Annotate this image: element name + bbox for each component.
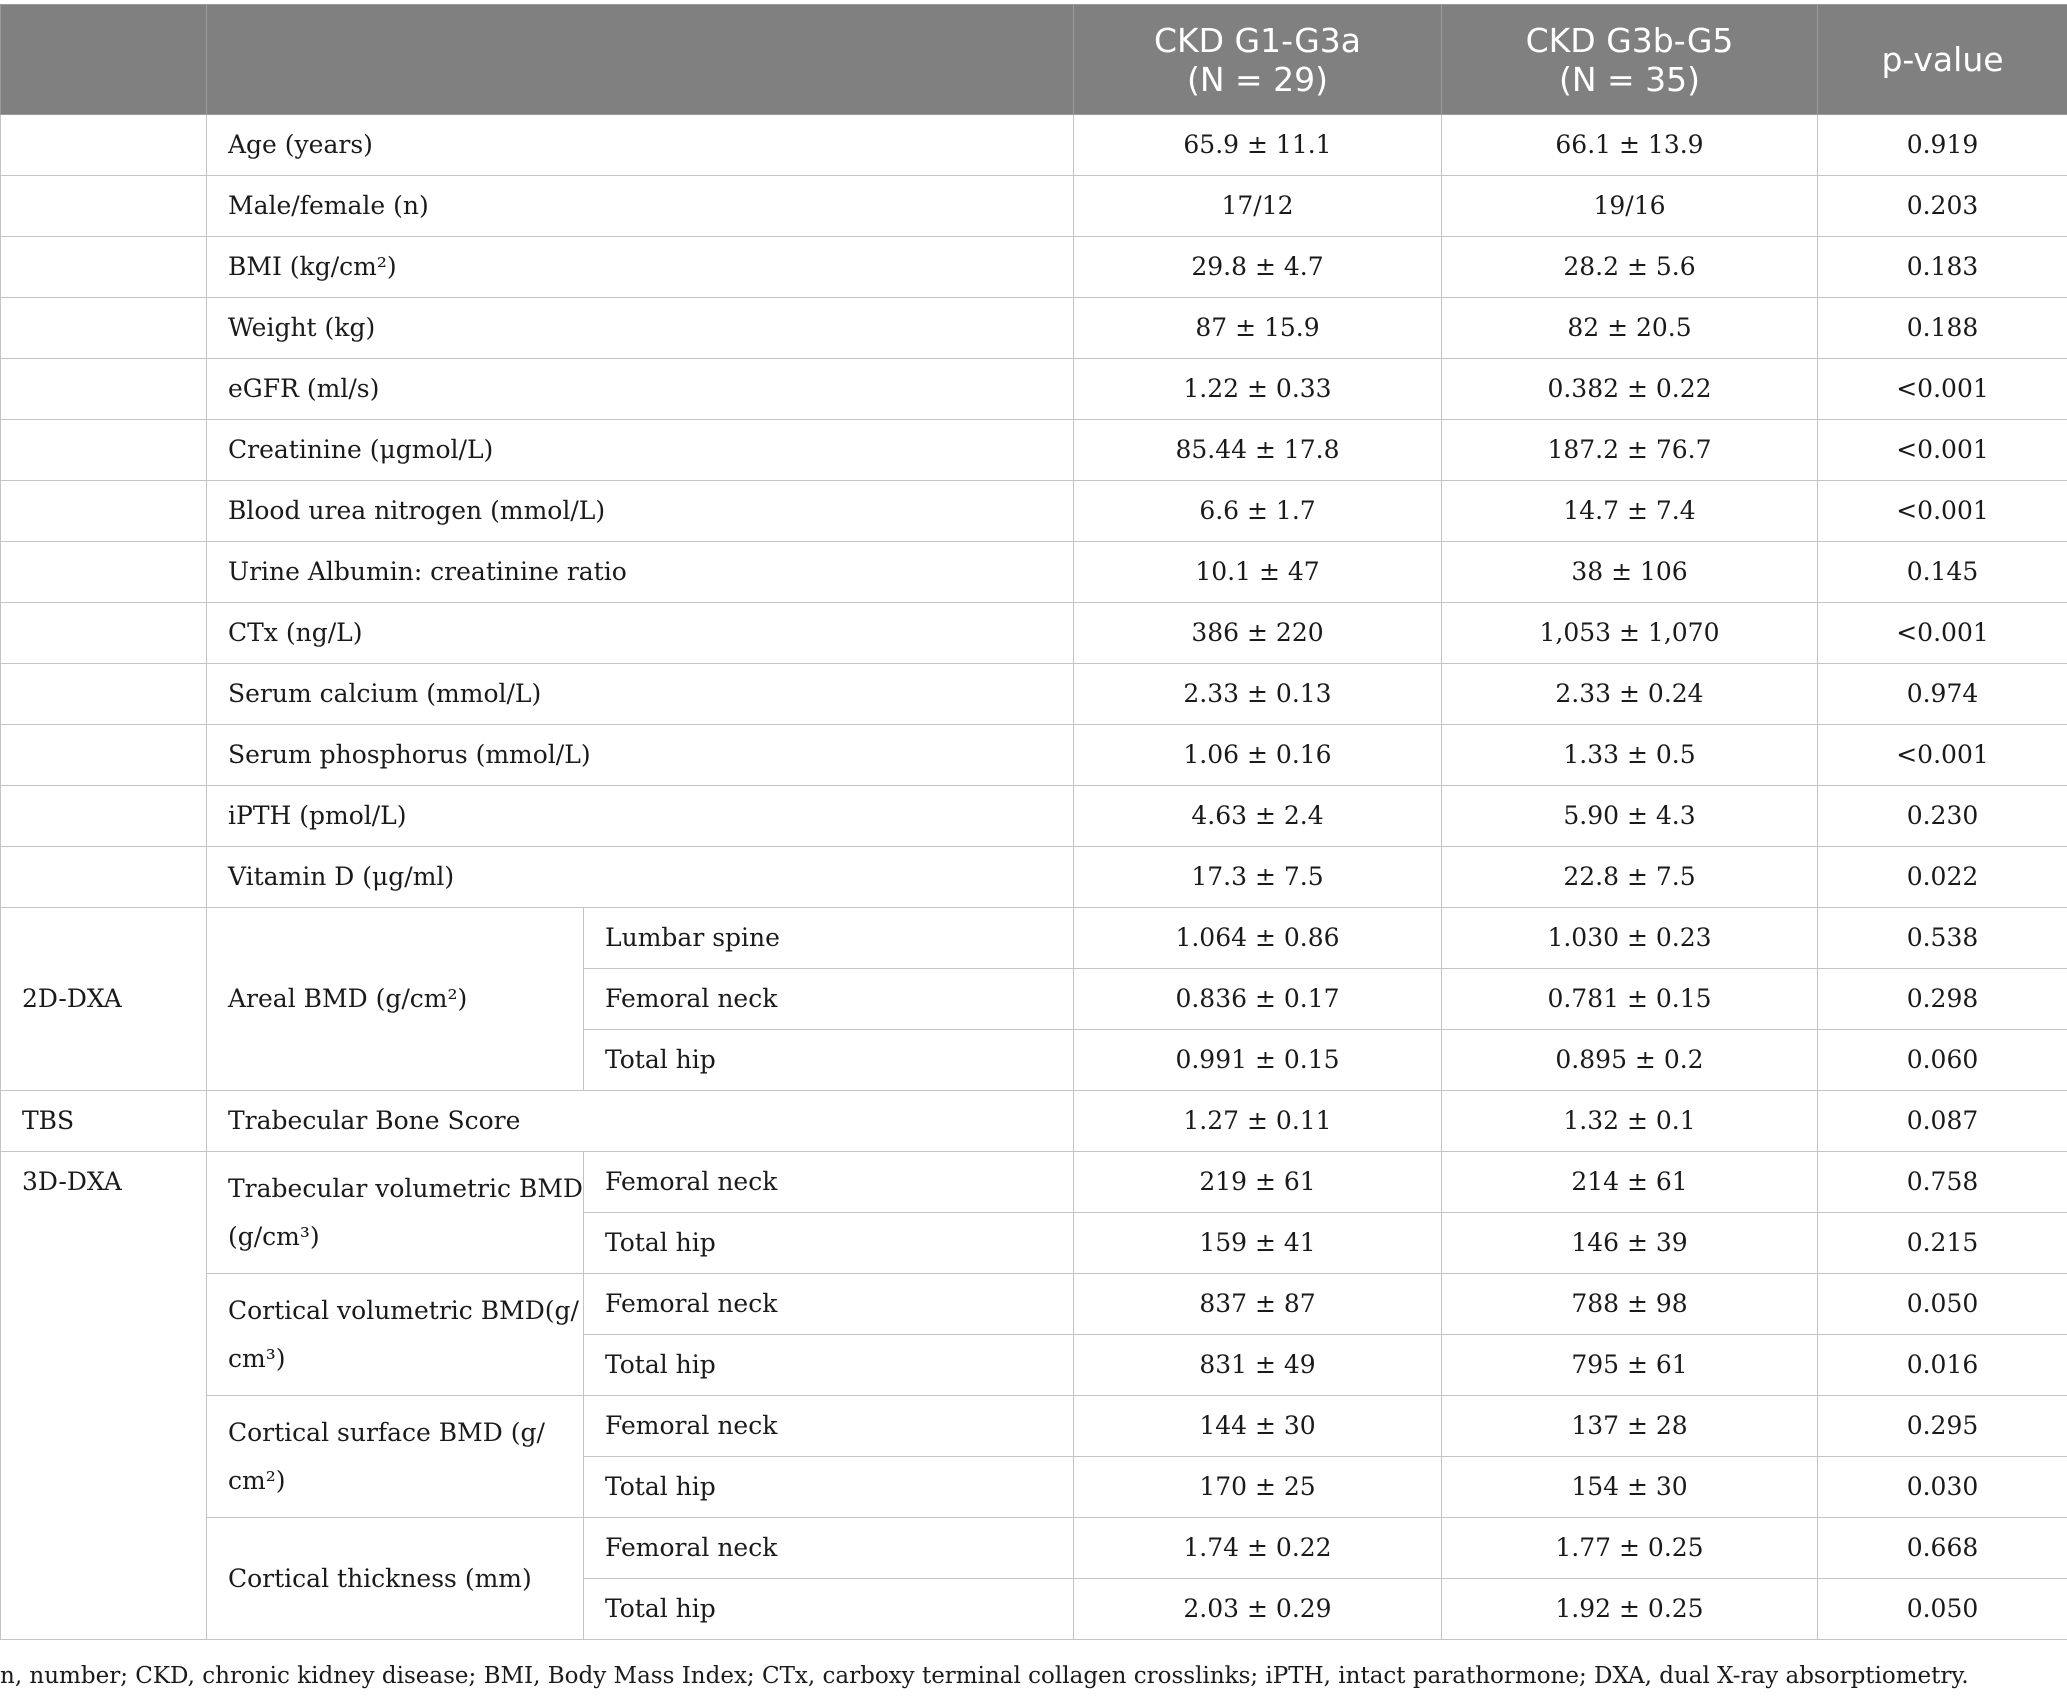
value-ckd-g1-g3a: 1.06 ± 0.16 xyxy=(1074,725,1442,786)
group-label-3d-dxa: 3D-DXA xyxy=(1,1152,207,1640)
value-ckd-g3b-g5: 1.33 ± 0.5 xyxy=(1442,725,1818,786)
header-p-value: p-value xyxy=(1818,5,2067,115)
table-row xyxy=(1,908,2067,969)
table-footnote: n, number; CKD, chronic kidney disease; BMI, Body Mass Index; CTx, carboxy terminal collagen crosslinks; iPTH, intact parathormone; DXA, dual X-ray absorptiometry. xyxy=(0,1663,1969,1689)
value-ckd-g3b-g5: 66.1 ± 13.9 xyxy=(1442,115,1818,176)
value-ckd-g3b-g5: 0.781 ± 0.15 xyxy=(1442,969,1818,1030)
row-group-cell xyxy=(1,664,207,725)
row-label: Serum calcium (mmol/L) xyxy=(207,664,1074,725)
value-ckd-g3b-g5: 22.8 ± 7.5 xyxy=(1442,847,1818,908)
value-ckd-g3b-g5: 154 ± 30 xyxy=(1442,1457,1818,1518)
row-group-cell xyxy=(1,420,207,481)
row-group-cell xyxy=(1,176,207,237)
value-ckd-g3b-g5: 1.77 ± 0.25 xyxy=(1442,1518,1818,1579)
value-ckd-g1-g3a: 0.836 ± 0.17 xyxy=(1074,969,1442,1030)
value-p: 0.919 xyxy=(1818,115,2067,176)
value-p: 0.145 xyxy=(1818,542,2067,603)
row-label: Creatinine (μgmol/L) xyxy=(207,420,1074,481)
row-group-cell xyxy=(1,542,207,603)
site-label: Total hip xyxy=(584,1335,1074,1396)
value-ckd-g3b-g5: 1.92 ± 0.25 xyxy=(1442,1579,1818,1640)
value-p: 0.016 xyxy=(1818,1335,2067,1396)
site-label: Total hip xyxy=(584,1579,1074,1640)
site-label: Femoral neck xyxy=(584,1396,1074,1457)
group-label-2d-dxa: 2D-DXA xyxy=(1,908,207,1091)
site-label: Total hip xyxy=(584,1030,1074,1091)
measure-label xyxy=(207,1274,584,1396)
value-p: 0.188 xyxy=(1818,298,2067,359)
measure-label xyxy=(207,1518,584,1640)
value-p: <0.001 xyxy=(1818,420,2067,481)
measure-label xyxy=(207,1396,584,1518)
measure-label-line1: Cortical thickness (mm) xyxy=(228,1563,532,1593)
results-table xyxy=(0,4,2067,1640)
site-label: Total hip xyxy=(584,1457,1074,1518)
header-row xyxy=(1,5,2067,115)
measure-label-line1: Cortical volumetric BMD(g/ xyxy=(228,1295,579,1325)
row-group-cell xyxy=(1,359,207,420)
table-row xyxy=(1,1274,2067,1335)
row-label: Serum phosphorus (mmol/L) xyxy=(207,725,1074,786)
row-label: Urine Albumin: creatinine ratio xyxy=(207,542,1074,603)
table-row xyxy=(1,725,2067,786)
row-label: CTx (ng/L) xyxy=(207,603,1074,664)
row-label: Weight (kg) xyxy=(207,298,1074,359)
value-ckd-g3b-g5: 2.33 ± 0.24 xyxy=(1442,664,1818,725)
value-ckd-g1-g3a: 10.1 ± 47 xyxy=(1074,542,1442,603)
table-row xyxy=(1,786,2067,847)
value-ckd-g3b-g5: 38 ± 106 xyxy=(1442,542,1818,603)
table-row xyxy=(1,1518,2067,1579)
value-p: 0.215 xyxy=(1818,1213,2067,1274)
value-ckd-g1-g3a: 6.6 ± 1.7 xyxy=(1074,481,1442,542)
value-ckd-g1-g3a: 1.27 ± 0.11 xyxy=(1074,1091,1442,1152)
value-ckd-g1-g3a: 29.8 ± 4.7 xyxy=(1074,237,1442,298)
value-ckd-g1-g3a: 1.74 ± 0.22 xyxy=(1074,1518,1442,1579)
value-p: 0.668 xyxy=(1818,1518,2067,1579)
value-ckd-g3b-g5: 82 ± 20.5 xyxy=(1442,298,1818,359)
header-ckd-g3b-g5-n: (N = 35) xyxy=(1558,59,1701,99)
header-ckd-g1-g3a-title: CKD G1-G3a xyxy=(1153,20,1362,60)
value-ckd-g1-g3a: 1.064 ± 0.86 xyxy=(1074,908,1442,969)
value-ckd-g1-g3a: 4.63 ± 2.4 xyxy=(1074,786,1442,847)
value-p: 0.087 xyxy=(1818,1091,2067,1152)
table-row xyxy=(1,1152,2067,1213)
value-ckd-g1-g3a: 0.991 ± 0.15 xyxy=(1074,1030,1442,1091)
value-p: 0.230 xyxy=(1818,786,2067,847)
row-group-cell xyxy=(1,237,207,298)
value-p: 0.050 xyxy=(1818,1274,2067,1335)
site-label: Femoral neck xyxy=(584,1152,1074,1213)
value-p: 0.183 xyxy=(1818,237,2067,298)
table-row xyxy=(1,603,2067,664)
value-ckd-g3b-g5: 788 ± 98 xyxy=(1442,1274,1818,1335)
row-group-cell xyxy=(1,115,207,176)
row-label: Trabecular Bone Score xyxy=(207,1091,1074,1152)
measure-label: Areal BMD (g/cm²) xyxy=(207,908,584,1091)
header-ckd-g3b-g5-title: CKD G3b-G5 xyxy=(1525,20,1734,60)
value-ckd-g3b-g5: 14.7 ± 7.4 xyxy=(1442,481,1818,542)
table-row xyxy=(1,115,2067,176)
value-ckd-g1-g3a: 2.03 ± 0.29 xyxy=(1074,1579,1442,1640)
value-ckd-g1-g3a: 386 ± 220 xyxy=(1074,603,1442,664)
value-ckd-g1-g3a: 85.44 ± 17.8 xyxy=(1074,420,1442,481)
row-label: Age (years) xyxy=(207,115,1074,176)
table-row xyxy=(1,847,2067,908)
value-ckd-g1-g3a: 170 ± 25 xyxy=(1074,1457,1442,1518)
row-group-cell xyxy=(1,786,207,847)
value-p: 0.298 xyxy=(1818,969,2067,1030)
value-p: 0.022 xyxy=(1818,847,2067,908)
value-ckd-g3b-g5: 214 ± 61 xyxy=(1442,1152,1818,1213)
header-ckd-g1-g3a xyxy=(1074,5,1442,115)
value-ckd-g3b-g5: 1,053 ± 1,070 xyxy=(1442,603,1818,664)
row-label: Blood urea nitrogen (mmol/L) xyxy=(207,481,1074,542)
value-ckd-g3b-g5: 1.030 ± 0.23 xyxy=(1442,908,1818,969)
value-ckd-g3b-g5: 795 ± 61 xyxy=(1442,1335,1818,1396)
value-ckd-g1-g3a: 17/12 xyxy=(1074,176,1442,237)
table-row xyxy=(1,298,2067,359)
header-ckd-g1-g3a-n: (N = 29) xyxy=(1186,59,1329,99)
table-row xyxy=(1,359,2067,420)
value-ckd-g1-g3a: 65.9 ± 11.1 xyxy=(1074,115,1442,176)
table-row xyxy=(1,1396,2067,1457)
row-label: eGFR (ml/s) xyxy=(207,359,1074,420)
value-ckd-g1-g3a: 2.33 ± 0.13 xyxy=(1074,664,1442,725)
table-row xyxy=(1,1091,2067,1152)
value-p: 0.758 xyxy=(1818,1152,2067,1213)
measure-label-line2: (g/cm³) xyxy=(228,1221,320,1251)
value-p: <0.001 xyxy=(1818,725,2067,786)
site-label: Femoral neck xyxy=(584,1274,1074,1335)
group-label-tbs: TBS xyxy=(1,1091,207,1152)
value-ckd-g3b-g5: 137 ± 28 xyxy=(1442,1396,1818,1457)
table-body xyxy=(1,115,2067,1640)
value-p: 0.538 xyxy=(1818,908,2067,969)
value-ckd-g1-g3a: 1.22 ± 0.33 xyxy=(1074,359,1442,420)
site-label: Total hip xyxy=(584,1213,1074,1274)
row-label: Male/female (n) xyxy=(207,176,1074,237)
row-group-cell xyxy=(1,481,207,542)
measure-label-line2: cm³) xyxy=(228,1343,286,1373)
row-label: iPTH (pmol/L) xyxy=(207,786,1074,847)
value-p: 0.050 xyxy=(1818,1579,2067,1640)
header-blank-group xyxy=(1,5,207,115)
row-label: Vitamin D (μg/ml) xyxy=(207,847,1074,908)
table-row xyxy=(1,420,2067,481)
value-ckd-g3b-g5: 28.2 ± 5.6 xyxy=(1442,237,1818,298)
table-row xyxy=(1,237,2067,298)
value-p: 0.060 xyxy=(1818,1030,2067,1091)
value-ckd-g3b-g5: 5.90 ± 4.3 xyxy=(1442,786,1818,847)
site-label: Femoral neck xyxy=(584,969,1074,1030)
row-group-cell xyxy=(1,725,207,786)
value-p: <0.001 xyxy=(1818,603,2067,664)
table-row xyxy=(1,542,2067,603)
value-p: <0.001 xyxy=(1818,481,2067,542)
value-p: 0.295 xyxy=(1818,1396,2067,1457)
value-ckd-g1-g3a: 159 ± 41 xyxy=(1074,1213,1442,1274)
value-p: 0.030 xyxy=(1818,1457,2067,1518)
value-ckd-g3b-g5: 146 ± 39 xyxy=(1442,1213,1818,1274)
row-group-cell xyxy=(1,298,207,359)
header-ckd-g3b-g5 xyxy=(1442,5,1818,115)
measure-label-line1: Trabecular volumetric BMD xyxy=(228,1173,583,1203)
site-label: Lumbar spine xyxy=(584,908,1074,969)
row-group-cell xyxy=(1,603,207,664)
value-p: <0.001 xyxy=(1818,359,2067,420)
table-row xyxy=(1,481,2067,542)
value-ckd-g1-g3a: 219 ± 61 xyxy=(1074,1152,1442,1213)
value-ckd-g3b-g5: 0.895 ± 0.2 xyxy=(1442,1030,1818,1091)
row-label: BMI (kg/cm²) xyxy=(207,237,1074,298)
value-ckd-g1-g3a: 831 ± 49 xyxy=(1074,1335,1442,1396)
value-ckd-g3b-g5: 187.2 ± 76.7 xyxy=(1442,420,1818,481)
site-label: Femoral neck xyxy=(584,1518,1074,1579)
value-ckd-g3b-g5: 1.32 ± 0.1 xyxy=(1442,1091,1818,1152)
measure-label-line1: Cortical surface BMD (g/ xyxy=(228,1417,545,1447)
value-p: 0.974 xyxy=(1818,664,2067,725)
table-row xyxy=(1,176,2067,237)
measure-label-line2: cm²) xyxy=(228,1465,286,1495)
value-ckd-g3b-g5: 19/16 xyxy=(1442,176,1818,237)
value-ckd-g1-g3a: 837 ± 87 xyxy=(1074,1274,1442,1335)
header-blank-variable xyxy=(207,5,1074,115)
measure-label xyxy=(207,1152,584,1274)
value-ckd-g1-g3a: 87 ± 15.9 xyxy=(1074,298,1442,359)
value-ckd-g3b-g5: 0.382 ± 0.22 xyxy=(1442,359,1818,420)
value-ckd-g1-g3a: 144 ± 30 xyxy=(1074,1396,1442,1457)
value-p: 0.203 xyxy=(1818,176,2067,237)
value-ckd-g1-g3a: 17.3 ± 7.5 xyxy=(1074,847,1442,908)
row-group-cell xyxy=(1,847,207,908)
table-row xyxy=(1,664,2067,725)
